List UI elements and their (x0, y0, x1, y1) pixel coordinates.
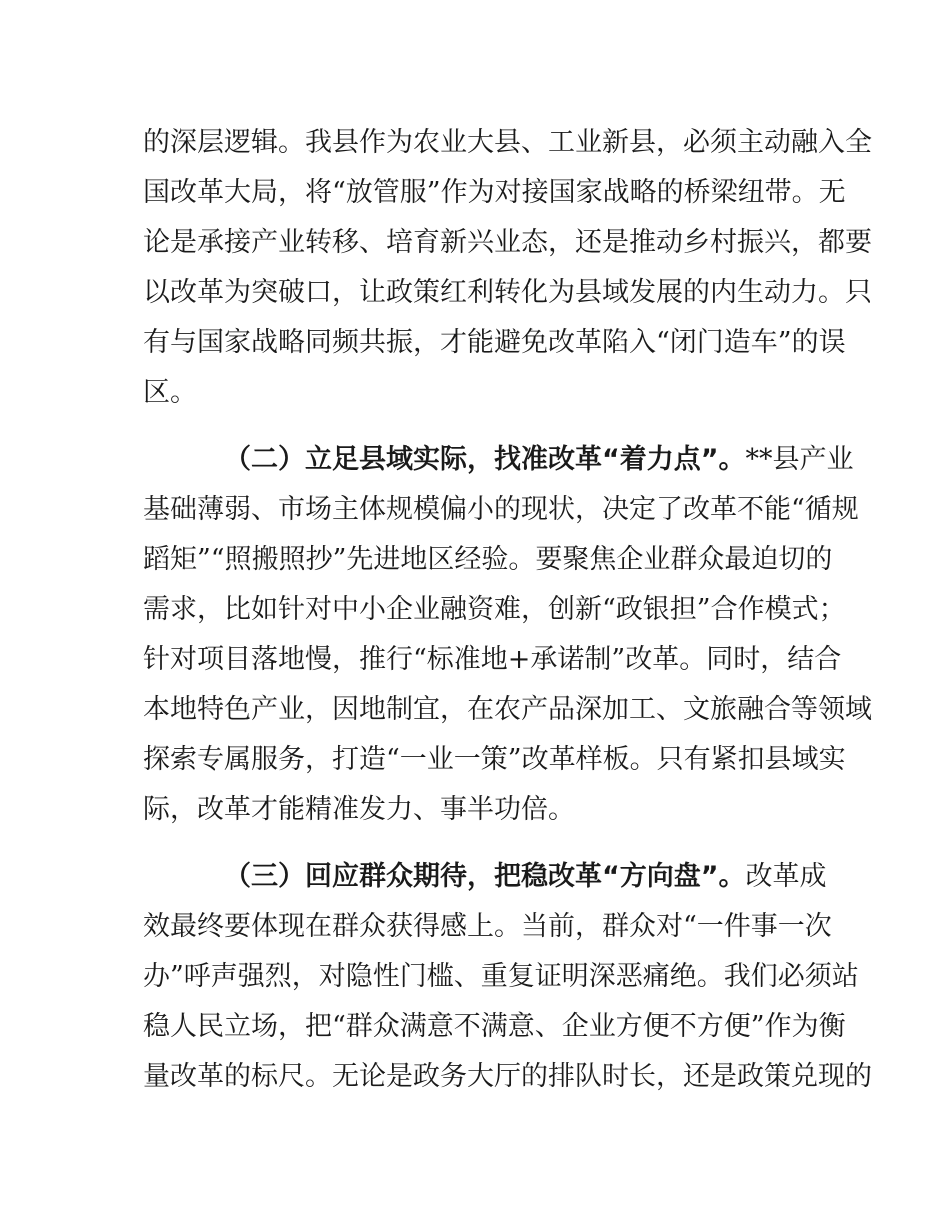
paragraph-line: 基础薄弱、市场主体规模偏小的现状，决定了改革不能“循规 (143, 494, 859, 525)
paragraph-line: 量改革的标尺。无论是政务大厅的排队时长，还是政策兑现的 (143, 1061, 872, 1092)
paragraph-line: 蹈矩”“照搬照抄”先进地区经验。要聚焦企业群众最迫切的 (143, 544, 833, 575)
paragraph-line: 针对项目落地慢，推行“标准地+承诺制”改革。同时，结合 (143, 644, 842, 675)
paragraph-line: 效最终要体现在群众获得感上。当前，群众对“一件事一次 (143, 911, 832, 942)
section-3-first-line (224, 852, 827, 902)
section-2-first-line-text: **县产业 (745, 444, 854, 475)
section-2-first-line (224, 435, 854, 485)
section-2-heading: （二）立足县域实际，找准改革“着力点”。 (224, 444, 746, 475)
paragraph-line: 稳人民立场，把“群众满意不满意、企业方便不方便”作为衡 (143, 1011, 846, 1042)
paragraph-line: 区。 (143, 377, 197, 408)
section-3-first-line-text: 改革成 (745, 861, 827, 892)
paragraph-line: 办”呼声强烈，对隐性门槛、重复证明深恶痛绝。我们必须站 (143, 961, 859, 992)
paragraph-line: 探索专属服务，打造“一业一策”改革样板。只有紧扣县域实 (143, 744, 846, 775)
section-3-heading: （三）回应群众期待，把稳改革“方向盘”。 (224, 861, 746, 892)
paragraph-line: 有与国家战略同频共振，才能避免改革陷入“闭门造车”的误 (143, 327, 846, 358)
paragraph-line: 论是承接产业转移、培育新兴业态，还是推动乡村振兴，都要 (143, 227, 872, 258)
paragraph-line: 国改革大局，将“放管服”作为对接国家战略的桥梁纽带。无 (143, 177, 846, 208)
paragraph-line: 本地特色产业，因地制宜，在农产品深加工、文旅融合等领域 (143, 694, 872, 725)
paragraph-line: 际，改革才能精准发力、事半功倍。 (143, 794, 575, 825)
paragraph-line: 的深层逻辑。我县作为农业大县、工业新县，必须主动融入全 (143, 127, 872, 158)
paragraph-line: 以改革为突破口，让政策红利转化为县域发展的内生动力。只 (143, 277, 872, 308)
paragraph-line: 需求，比如针对中小企业融资难，创新“政银担”合作模式； (143, 594, 846, 625)
